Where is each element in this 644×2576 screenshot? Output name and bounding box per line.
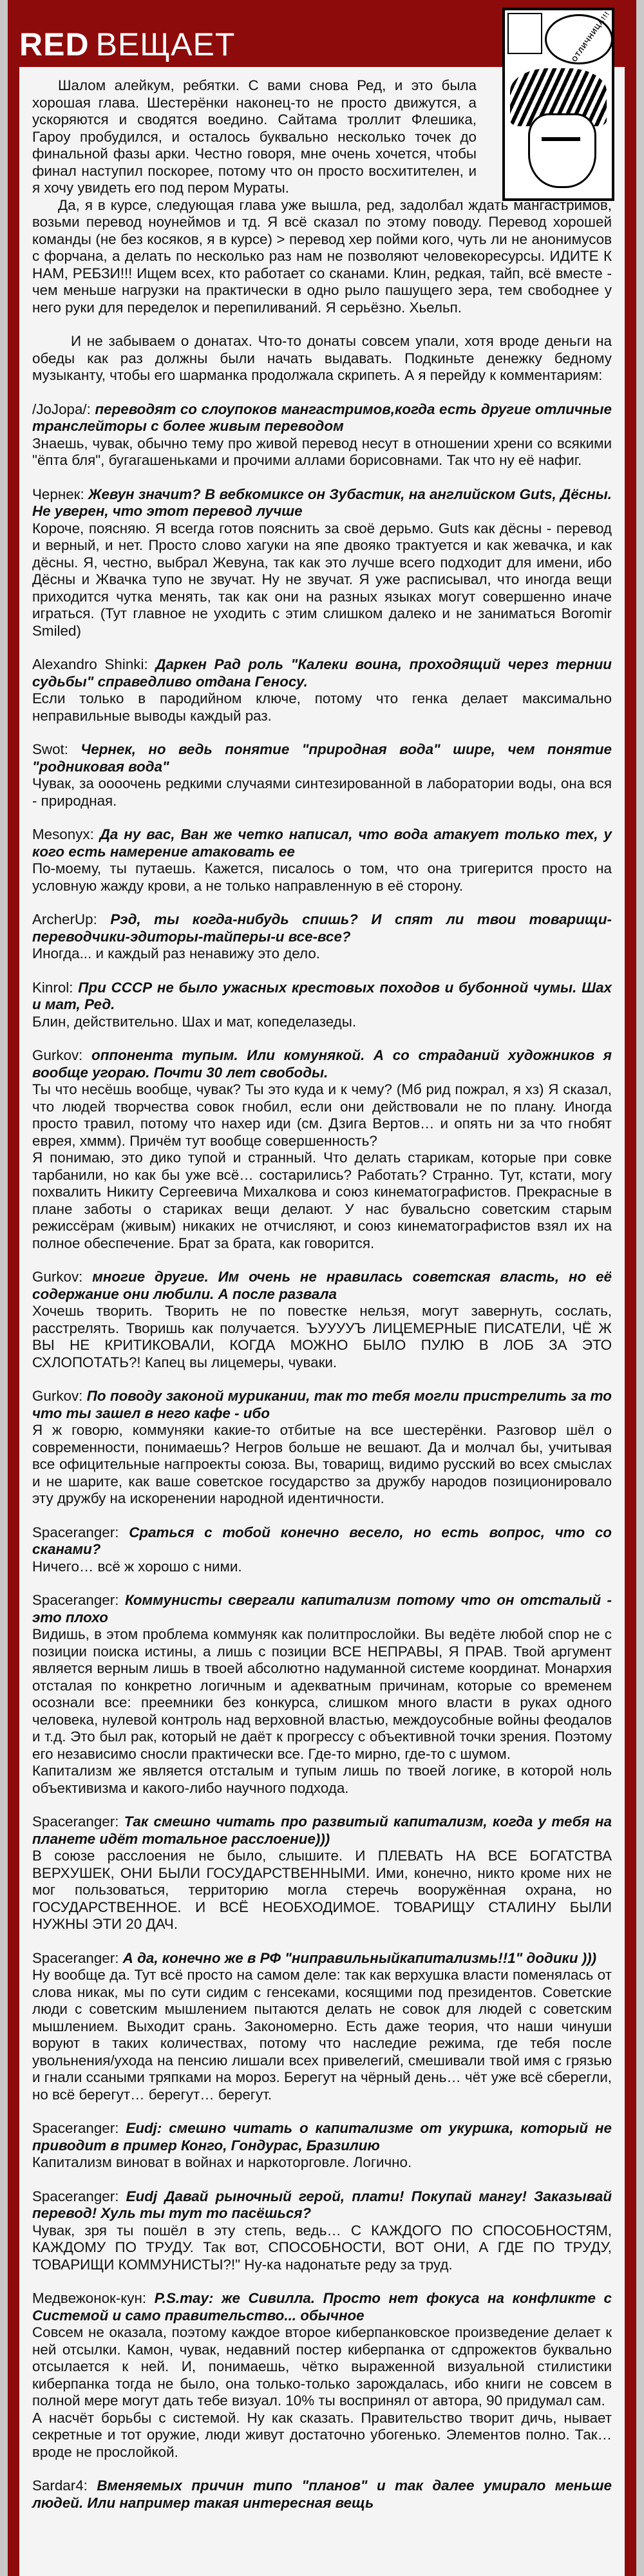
comment-question: Жевун значит? В вебкомиксе он Зубастик, на английском Guts, Дёсны. Не уверен, что этот перевод лучше xyxy=(32,486,612,519)
comment-author: Spaceranger: xyxy=(32,1814,119,1830)
comment-author: Spaceranger: xyxy=(32,1592,119,1608)
comment-question: Сраться с тобой конечно весело, но есть вопрос, что со сканами? xyxy=(32,1524,612,1557)
comment-answer: Совсем не оказала, поэтому каждое второе киберпанковское произведение делает к ней отсылки. Камон, чувак, недавний постер киберпанка от сдпрожектов буквально отсылается к ней. И, понимаешь, чётко выраженной визуальной стилистики киберпанка тогда не было, она только-только зарождалась, ибо книги не совсем в полной мере могут дать тебе визуал. 10% ты воспринял от автора, 90 придумал сам. А насчёт борьбы с системой. Ну как сказать. Правительство творит дичь, нывает секретные и тот оружие, люди живут достаточно убогенько. Элементов полно. Так… вроде не прослойкой. xyxy=(32,2324,612,2460)
comment-quote xyxy=(32,2477,612,2512)
comment-entry xyxy=(32,1524,612,1576)
comment-answer: Знаешь, чувак, обычно тему про живой перевод несут в отношении хрени со всякими "ёпта бля", бугагашеньками и прочими аллами борисовнами. Так что ну её нафиг. xyxy=(32,435,612,468)
comment-quote xyxy=(32,911,612,945)
comment-author: Gurkov: xyxy=(32,1388,83,1404)
comment-entry xyxy=(32,1592,612,1797)
manga-panel-corner xyxy=(507,13,542,54)
comment-author: Медвежонок-кун: xyxy=(32,2290,147,2306)
comment-entry xyxy=(32,2290,612,2461)
comment-question: При СССР не было ужасных крестовых походов и бубонной чумы. Шах и мат, Ред. xyxy=(32,979,612,1012)
intro-paragraph-3: И не забываем о донатах. Что-то донаты совсем упали, хотя вроде деньги на обеды как раз должны были начать выдавать. Подкиньте денежку бедному музыканту, чтобы его шарманка продолжала скрипеть. А я перейду к комментариям: xyxy=(32,333,612,383)
comment-author: Gurkov: xyxy=(32,1047,83,1063)
comment-author: /JoJopa/: xyxy=(32,401,91,417)
comment-author: Spaceranger: xyxy=(32,2120,119,2136)
comment-question: P.S.may: же Сивилла. Просто нет фокуса на конфликте с Системой и само правительство... обычное xyxy=(32,2290,612,2324)
logo-light: ВЕЩАЕТ xyxy=(95,26,236,62)
comment-author: Spaceranger: xyxy=(32,1949,119,1966)
comment-question: Да ну вас, Ван же четко написал, что вода атакует только тех, у кого есть намерение атаковать ее xyxy=(32,826,612,860)
comment-entry xyxy=(32,656,612,724)
comment-author: ArcherUp: xyxy=(32,911,97,927)
comment-question: Вменяемых причин типо "планов" и так далее умирало меньше людей. Или например такая интересная вещь xyxy=(32,2477,612,2511)
comment-question: Чернек, но ведь понятие "природная вода" шире, чем понятие "родниковая вода" xyxy=(32,741,612,775)
comment-question: оппонента тупым. Или комунякой. А со страданий художников я вообще угораю. Почти 30 лет свободы. xyxy=(32,1047,612,1081)
intro-paragraph-1: Шалом алейкум, ребятки. С вами снова Ред, и это была хорошая глава. Шестерёнки наконец-то не просто движутся, а ускоряются и сводятся воедино. Сайтама троллит Флешика, Гарoу пробудился, и осталось буквально несколько точек до финальной фазы арки. Честно говоря, мне очень хочется, чтобы финал наступил поскорее, потому что он просто восхитителен, и я хочу увидеть его под пером Мураты. xyxy=(32,77,477,196)
comment-entry xyxy=(32,1388,612,1508)
comment-entry xyxy=(32,980,612,1031)
comment-entry xyxy=(32,401,612,469)
comment-answer: Чувак, зря ты пошёл в эту степь, ведь… С КАЖДОГО ПО СПОСОБНОСТЯМ, КАЖДОМУ ПО ТРУДУ. Так вот, СПОСОБНОСТИ, ВОТ ОНИ, А ГДЕ ПО ТРУДУ, ТОВАРИЩИ КОММУНИСТЫ?!" Ну-ка надонатьте реду за труд. xyxy=(32,2222,612,2273)
speech-bubble-text: ОТЛИЧНИЦА!!! xyxy=(570,10,612,64)
comment-entry xyxy=(32,1047,612,1252)
comment-quote xyxy=(32,2120,612,2154)
comments-list xyxy=(32,401,612,2512)
comment-quote xyxy=(32,1047,612,1081)
comment-entry xyxy=(32,1814,612,1933)
comment-question: Рэд, ты когда-нибудь спишь? И спят ли твои товарищи-переводчики-эдиторы-тайперы-и все-все? xyxy=(32,911,612,945)
comment-author: Spaceranger: xyxy=(32,1524,119,1540)
comment-quote xyxy=(32,1388,612,1422)
comment-author: Swot: xyxy=(32,741,68,757)
comment-quote xyxy=(32,980,612,1014)
comment-entry xyxy=(32,826,612,895)
comment-answer: Капитализм виноват в войнах и наркоторговле. Логично. xyxy=(32,2154,412,2170)
comment-question: многие другие. Им очень не нравилась советская власть, но её содержание они любили. А после развала xyxy=(32,1269,612,1302)
comment-quote xyxy=(32,826,612,860)
intro-paragraph-2: Да, я в курсе, следующая глава уже вышла, ред, задолбал ждать мангастримов, возьми перевод ноунеймов и тд. Я всё сказал по этому поводу. Перевод хорошей команды (не без косяков, я в курсе) > перевод хер пойми кого, чуть ли не анонимусов с форчана, а делать по несколько раз нам не позволяют человекоресурсы. ИДИТЕ К НАМ, РЕБЗИ!!! Ищем всех, кто работает со сканами. Клин, редкая, тайп, всё вместе - чем меньше нагрузки на практически в одно рыло пашущего зера, тем свободнее у него руки для переделок и перепиливаний. Я серьёзно. Хьельп. xyxy=(32,196,612,316)
comment-quote xyxy=(32,656,612,690)
comment-answer: Ничего… всё ж хорошо с ними. xyxy=(32,1558,242,1575)
comment-answer: Иногда... и каждый раз ненавижу это дело. xyxy=(32,945,321,961)
comment-question: Даркен Рад роль "Калеки воина, проходящий через тернии судьбы" справедливо отдана Геносу. xyxy=(32,656,612,690)
comment-answer: Хочешь творить. Творить не по повестке нельзя, могут завернуть, сослать, расстрелять. Творишь как получается. ЪУУУУЪ ЛИЦЕМЕРНЫЕ ПИСАТЕЛИ, ЧЁ Ж ВЫ НЕ КРИТИКОВАЛИ, КОГДА МОЖНО БЫЛО ПУЛЮ В ЛОБ ЗА ЭТО СХЛОПОТАТЬ?! Капец вы лицемеры, чуваки. xyxy=(32,1303,612,1370)
comment-quote xyxy=(32,401,612,435)
comment-answer: Если только в пародийном ключе, потому что генка делает максимально неправильные выводы каждый раз. xyxy=(32,690,612,724)
comment-quote xyxy=(32,1592,612,1626)
comment-entry xyxy=(32,741,612,810)
comment-quote xyxy=(32,1524,612,1558)
comment-answer: Ну вообще да. Тут всё просто на самом деле: так как верхушка власти поменялась от слова никак, мы по сути сидим с генсеками, косящими под президентов. Советские люди с советским мышлением пытаются делать не совок для людей с советским мышлением. Выходит срань. Закономерно. Есть даже теория, что наши чинуши воруют в таких количествах, потому что наследие режима, где тебя после увольнения/ухода на пенсию лишали всех привелегий, смешивали твой имя с грязью и гнали ссаными тряпками на мороз. Берегут на чёрный день… чёт уже всё сберегли, но всё берегут… берегут… берегут. xyxy=(32,1967,612,2103)
comment-quote xyxy=(32,1269,612,1303)
comment-quote xyxy=(32,1814,612,1848)
comment-answer: По-моему, ты путаешь. Кажется, писалось о том, что она тригерится просто на условную жажду крови, а не только направленную в её сторону. xyxy=(32,860,612,894)
comment-entry xyxy=(32,2120,612,2172)
comment-entry xyxy=(32,1950,612,2104)
comment-question: А да, конечно же в РФ "нипрaвильныйкапитализмь!!1" додики ))) xyxy=(122,1949,597,1966)
comment-quote xyxy=(32,741,612,775)
comment-answer: Ты что несёшь вообще, чувак? Ты это куда и к чему? (Мб рид пожрал, я хз) Я сказал, что людей творчества совок гнобил, если они действовали не по плану. Иногда просто травил, потому что нахер иди (см. Дзига Вертов… и опять ни за что гнобят еврея, хммм). Причём тут вообще совершенность? Я понимаю, это дико тупой и странный. Что делать старикам, которые при совке тарбанили, но как бы уже всё… состарились? Работать? Странно. Тут, кстати, могу похвалить Никиту Сергеевича Михалкова и союз кинематографистов. Прекрасные в плане заботы о стариках вещи делают. У нас бувальсно советским старым режиссёрам (живым) никаких не отчисляют, и союз кинематографистов взял их на полное обеспечение. Брат за брата, как говорится. xyxy=(32,1081,612,1251)
comment-answer: Короче, поясняю. Я всегда готов пояснить за своё дерьмо. Guts как дёсны - перевод и верный, и нет. Просто слово хагуки на япе двояко трактуется и как жевачка, и как дёсны. Я, честно, выбрал Жевуна, так как это лучше всего подходит для имени, ибо Дёсны и Жвачка тупо не звучат. Ну не звучат. Я уже расписывал, что иногда вещи приходится чутка менять, так как они на разных языках могут совершенно иначе играться. (Тут главное не уходить с этим слишком далеко и не заниматься Boromir Smiled) xyxy=(32,520,612,639)
comment-quote xyxy=(32,2290,612,2324)
comment-entry xyxy=(32,1269,612,1371)
comment-author: Alexandro Shinki: xyxy=(32,656,148,672)
comment-entry xyxy=(32,2188,612,2274)
comment-question: По поводу законой мурикании, так то тебя могли пристрелить за то что ты зашел в него кафе - ибо xyxy=(32,1388,612,1421)
comment-answer: Я ж говорю, коммуняки какие-то отбитые на все шестерёнки. Разговор шёл о современности, понимаешь? Негров больше не вешают. Да и молчал бы, учитывая все офицительные нагпроекты союза. Вы, товарищ, видимо русский во всех смыслах и не шарите, как ваше советское государство за дружбу народов позиционировало эту дружбу на искоренении народной идентичности. xyxy=(32,1422,612,1506)
comment-author: Sardar4: xyxy=(32,2477,88,2494)
page-frame xyxy=(8,0,636,2576)
comment-answer: В союзе расслоения не было, слышите. И ПЛЕВАТЬ НА ВСЕ БОГАТСТВА ВЕРХУШЕК, ОНИ БЫЛИ ГОСУДАРСТВЕННЫМИ. Ими, конечно, никто кроме них не мог пользоваться, территорию могла стеречь вооружённая охрана, но ГОСУДАРСТВЕННОЕ. И ВСЁ НЕОБХОДИМОЕ. ТОВАРИЩУ СТАЛИНУ БЫЛИ НУЖНЫ ЭТИ 20 ДАЧ. xyxy=(32,1848,612,1932)
comment-quote xyxy=(32,1950,612,1967)
comment-entry xyxy=(32,486,612,640)
comment-author: Чернек: xyxy=(32,486,84,502)
comment-entry xyxy=(32,2477,612,2512)
comment-entry xyxy=(32,911,612,963)
logo-bold: RED xyxy=(19,26,90,62)
comment-author: Gurkov: xyxy=(32,1269,83,1285)
comment-quote xyxy=(32,2188,612,2222)
comment-question: Коммунисты свергали капитализм потому что он отсталый - это плохо xyxy=(32,1592,612,1625)
comment-answer: Чувак, за оооочень редкими случаями синтезированной в лаборатории воды, она вся - природная. xyxy=(32,775,612,809)
speech-bubble xyxy=(545,10,613,64)
comment-quote xyxy=(32,486,612,520)
site-logo[interactable] xyxy=(19,28,235,61)
comment-answer: Видишь, в этом проблема коммуняк как политпрослойки. Вы ведёте любой спор не с позиции поиска истины, а лишь с позиции ВСЕ НЕПРАВЫ, Я ПРАВ. Твой аргумент является верным лишь в твоей абсолютно надуманной системе координат. Монархия отсталая по конкретно логичным и адекватным причинам, которые со временем осознали все: преемники без конкурса, слишком много власти в руках одного человека, нулевой контроль над верховной властью, междоусобные войны феодалов и т.д. Это был рак, который не даёт к прогрессу с объективной точки зрения. Поэтому его независимо сносли практически все. Где-то мирно, где-то с шумом. Капитализм же является отсталым и тупым лишь по твоей логике, в которой ноль объективизма и какого-либо научного подхода. xyxy=(32,1626,612,1796)
comment-author: Spaceranger: xyxy=(32,2188,119,2204)
article-content xyxy=(32,77,612,2528)
comment-answer: Блин, действительно. Шах и мат, копеделазеды. xyxy=(32,1013,357,1030)
comment-question: Eudj: смешно читать о капитализме от укуршка, который не приводит в пример Конго, Гондурас, Бразилию xyxy=(32,2120,612,2154)
comment-question: Так смешно читать про развитый капитализм, когда у тебя на планете идёт тотальное расслоение))) xyxy=(32,1814,612,1847)
comment-question: переводят со слоупоков мангастримов,когда есть другие отличные транслейторы с более живым переводом xyxy=(32,401,612,434)
comment-author: Mesonyx: xyxy=(32,826,94,842)
comment-question: Eudj Давай рыночный герой, плати! Покупай мангу! Заказывай перевод! Хуль ты тут то пасёшься? xyxy=(32,2188,612,2221)
comment-author: Kinrol: xyxy=(32,979,73,996)
